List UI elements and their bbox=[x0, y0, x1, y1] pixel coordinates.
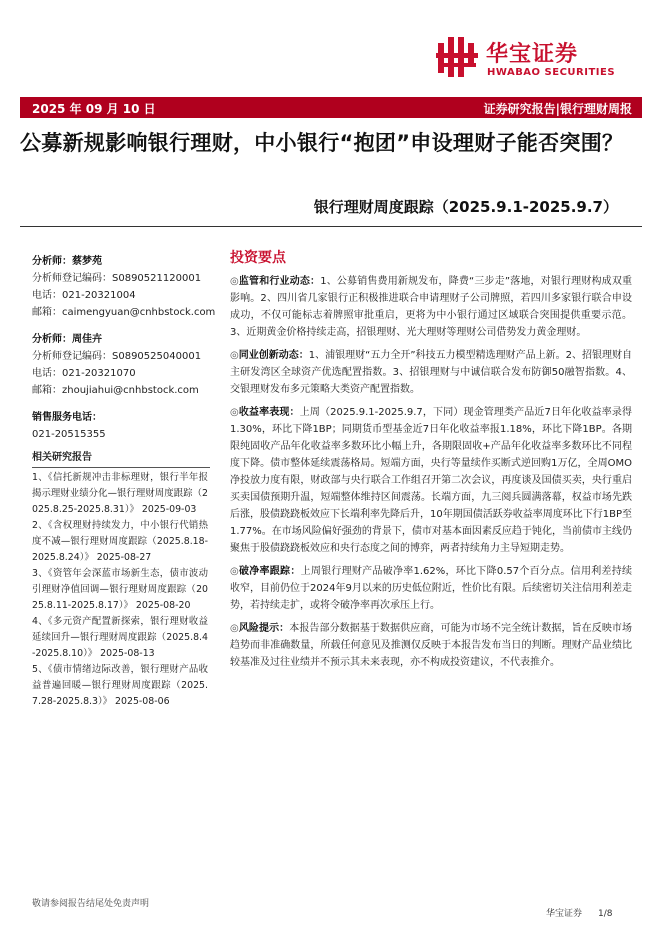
company-logo bbox=[436, 35, 636, 81]
sales-label: 销售服务电话： bbox=[32, 412, 102, 423]
bullet-icon: ◎ bbox=[230, 407, 239, 418]
page-subtitle: 银行理财周度跟踪（2025.9.1-2025.9.7） bbox=[313, 198, 618, 216]
analyst-name: 蔡梦苑 bbox=[72, 256, 102, 267]
sidebar-info bbox=[32, 253, 216, 710]
highlight-paragraph: ◎监管和行业动态：1、公募销售费用新规发布，降费“三步走”落地，对银行理财构成双重影响。2、四川省几家银行正积极推进联合申请理财子公司牌照，若四川多家银行联合申设成功，不仅可能标志着牌照审批重启，更将为中小银行通过区域联合突围提供重要示范。3、近期黄金价格持续走高，招银理财、光大理财等理财公司借势发力黄金理财。 bbox=[230, 276, 632, 338]
footer-company: 华宝证券 bbox=[546, 909, 583, 919]
bullet-icon: ◎ bbox=[230, 350, 239, 361]
related-report-item[interactable]: 2、《含权理财持续发力，中小银行代销热度不减—银行理财周度跟踪（2025.8.18-2025.8.24）》 2025-08-27 bbox=[32, 520, 208, 563]
footer-pagination bbox=[546, 906, 629, 919]
highlight-paragraph: ◎风险提示：本报告部分数据基于数据供应商，可能为市场不完全统计数据，旨在反映市场趋势而非准确数量，所载任何意见及推测仅反映于本报告发布当日的判断。理财产品业绩比较基准及过往业绩并不预示其未来表现，亦不构成投资建议，不代表推介。 bbox=[230, 623, 632, 668]
report-category: 证券研究报告|银行理财周报 bbox=[483, 102, 632, 116]
analyst-block bbox=[32, 331, 208, 399]
page-title: 公募新规影响银行理财，中小银行“抱团”申设理财子能否突围？ bbox=[20, 131, 624, 155]
title-divider bbox=[20, 226, 642, 227]
analyst-block bbox=[32, 253, 216, 321]
bullet-icon: ◎ bbox=[230, 276, 239, 287]
sales-phone: 021-20515355 bbox=[32, 429, 106, 440]
logo-english-name: HWABAO SECURITIES bbox=[487, 67, 616, 78]
footer-disclaimer: 敬请参阅报告结尾处免责声明 bbox=[32, 899, 150, 909]
analyst-phone: 电话：021-20321070 bbox=[32, 368, 136, 379]
analyst-label: 分析师： bbox=[32, 256, 72, 267]
analyst-cert: 分析师登记编码：S0890525040001 bbox=[32, 351, 202, 362]
logo-mark-icon bbox=[436, 35, 480, 79]
section-title: 投资要点 bbox=[230, 250, 286, 266]
analyst-email[interactable]: 邮箱：caimengyuan@cnhbstock.com bbox=[32, 307, 216, 318]
analyst-email[interactable]: 邮箱：zhoujiahui@cnhbstock.com bbox=[32, 385, 199, 396]
related-report-item[interactable]: 3、《资管年会深蓝市场新生态，债市波动引理财净值回调—银行理财周度跟踪（2025.8.11-2025.8.17）》 2025-08-20 bbox=[32, 568, 208, 611]
analyst-name: 周佳卉 bbox=[72, 334, 102, 345]
logo-chinese-name: 华宝证券 bbox=[486, 42, 579, 67]
related-reports-title: 相关研究报告 bbox=[32, 449, 210, 468]
header-bar bbox=[20, 97, 642, 118]
report-date: 2025 年 09 月 10 日 bbox=[32, 102, 156, 116]
related-report-item[interactable]: 5、《债市情绪边际改善，银行理财产品收益普遍回暖—银行理财周度跟踪（2025.7.28-2025.8.3）》 2025-08-06 bbox=[32, 664, 208, 707]
highlight-paragraph: ◎同业创新动态：1、浦银理财“五力全开”科技五力模型精选理财产品上新。2、招银理财自主研发湾区全球资产优选配置指数。3、招银理财与中诚信联合发布防御50融智指数。4、交银理财发布多元策略大类资产配置指数。 bbox=[230, 350, 632, 395]
investment-highlights bbox=[230, 250, 632, 677]
related-report-item[interactable]: 4、《多元资产配置新探索，银行理财收益延续回升—银行理财周度跟踪（2025.8.4-2025.8.10）》 2025-08-13 bbox=[32, 616, 208, 659]
bullet-icon: ◎ bbox=[230, 623, 239, 634]
analyst-label: 分析师： bbox=[32, 334, 72, 345]
analyst-phone: 电话：021-20321004 bbox=[32, 290, 136, 301]
analyst-cert: 分析师登记编码：S0890521120001 bbox=[32, 273, 202, 284]
page-number: 1/8 bbox=[598, 909, 613, 919]
bullet-icon: ◎ bbox=[230, 566, 239, 577]
related-report-item[interactable]: 1、《信托新规冲击非标理财，银行半年报揭示理财业绩分化—银行理财周度跟踪（2025.8.25-2025.8.31）》 2025-09-03 bbox=[32, 472, 208, 515]
highlight-paragraph: ◎收益率表现：上周（2025.9.1-2025.9.7，下同）现金管理类产品近7日年化收益率录得1.30%，环比下降1BP；同期货币型基金近7日年化收益率报1.18%，环比下降1BP。各期限纯固收产品年化收益率多数环比小幅上升，各期限固收+产品年化收益率多数环比不同程度下降。债市整体延续震荡格局。短端方面，央行等量续作买断式逆回购1万亿，全周OMO净投放力度有限，财政部与央行联合工作组召开第二次会议，再度谈及国债买卖，央行重启买卖国债预期升温，短端整体维持区间震荡。长端方面，九三阅兵圆满落幕，权益市场先跌后涨，股债跷跷板效应下长端利率先降后升，10年期国债活跃券收益率周度环比下行1BP至1.77%。在市场风险偏好强劲的背景下，债市对基本面因素反应趋于钝化，当前债市主线仍聚焦于股债跷跷板效应和央行态度之间的博弈，两者持续角力主导短期走势。 bbox=[230, 407, 633, 554]
highlight-paragraph: ◎破净率跟踪：上周银行理财产品破净率1.62%，环比下降0.57个百分点。信用利差持续收窄，目前仍位于2024年9月以来的历史低位附近，性价比有限。后续密切关注信用利差走势，若持续走扩，或将令破净率再次承压上行。 bbox=[230, 566, 633, 611]
